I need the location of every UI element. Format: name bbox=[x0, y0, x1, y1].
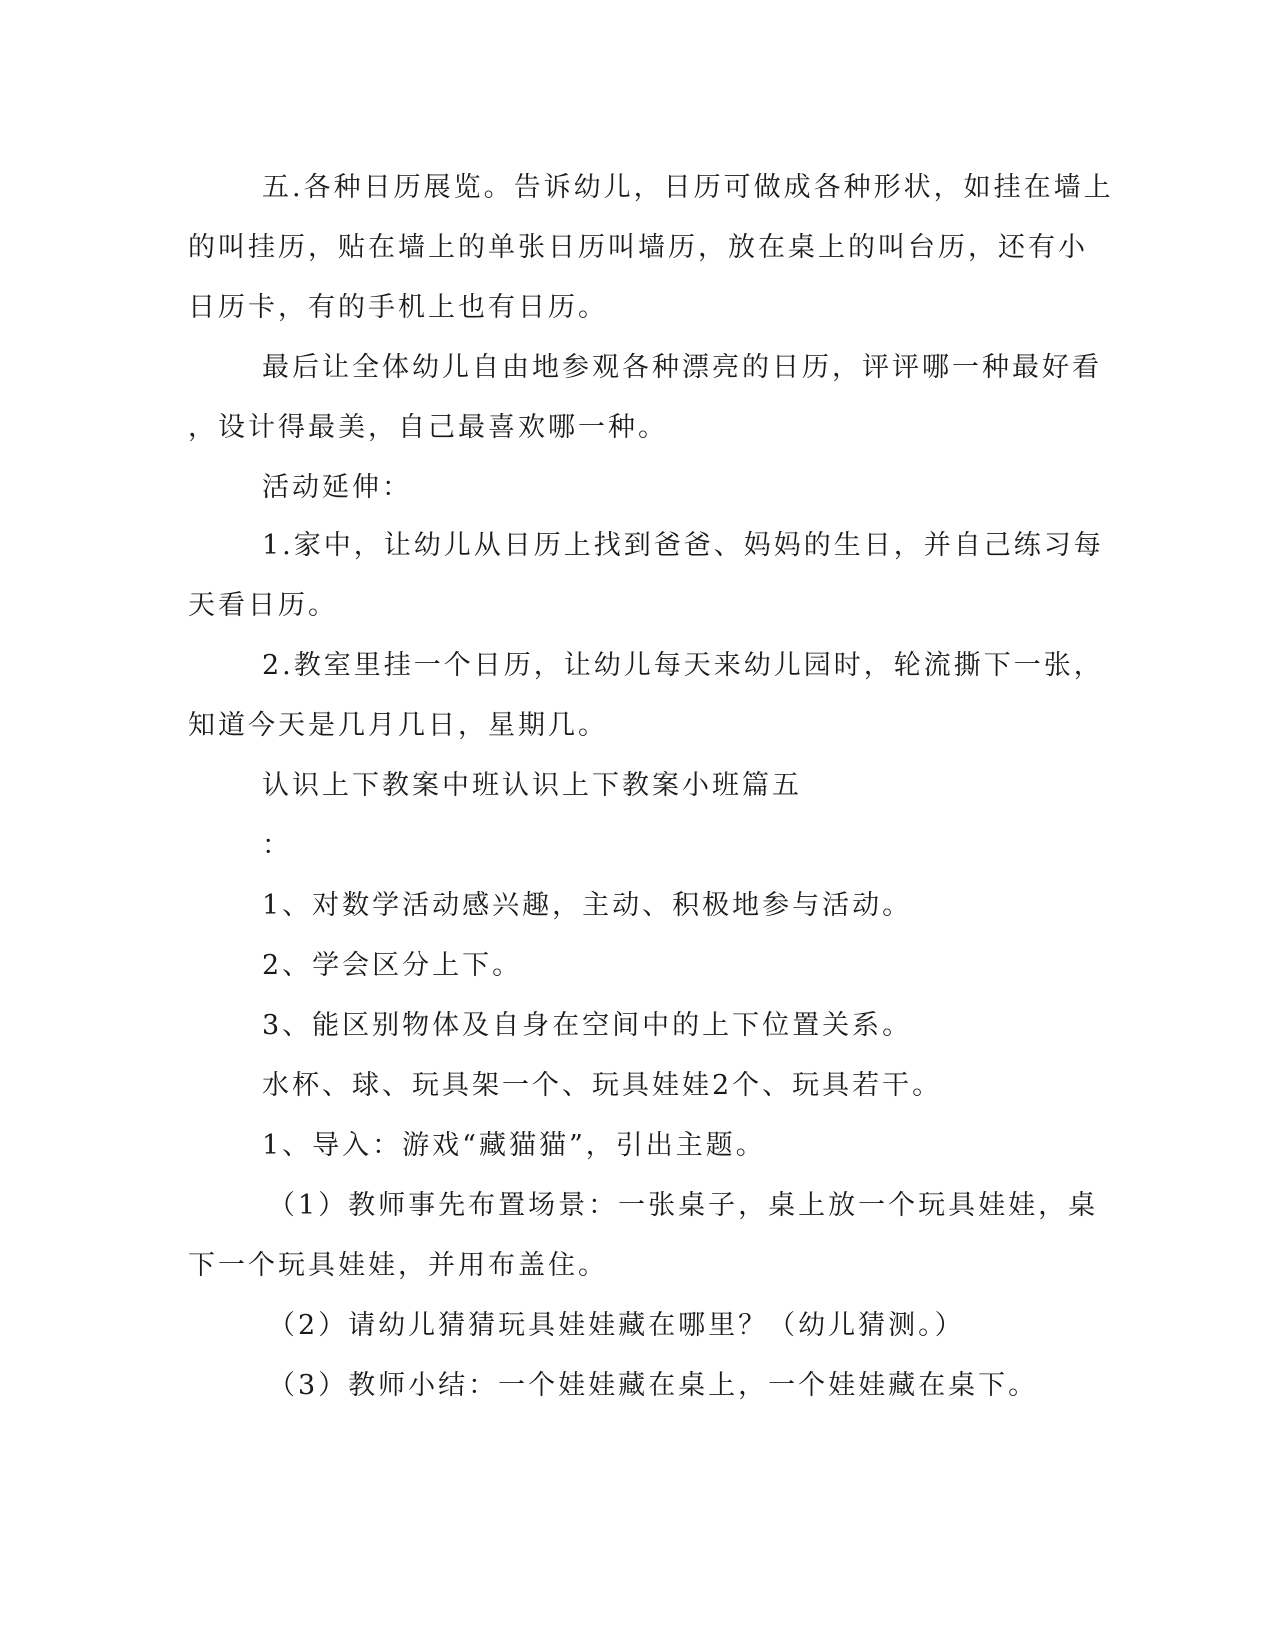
paragraph-line: ： bbox=[262, 830, 292, 861]
paragraph-line: ，设计得最美，自己最喜欢哪一种。 bbox=[188, 412, 668, 443]
list-item: 1、导入：游戏“藏猫猫”，引出主题。 bbox=[262, 1130, 766, 1161]
list-item: （2）请幼儿猜猜玩具娃娃藏在哪里？（幼儿猜测。） bbox=[268, 1310, 965, 1341]
paragraph-line: 天看日历。 bbox=[188, 590, 338, 621]
list-item: 1、对数学活动感兴趣，主动、积极地参与活动。 bbox=[262, 890, 913, 921]
list-item: 3、能区别物体及自身在空间中的上下位置关系。 bbox=[262, 1010, 913, 1041]
paragraph-line: 下一个玩具娃娃，并用布盖住。 bbox=[188, 1250, 608, 1281]
list-item: 2.教室里挂一个日历，让幼儿每天来幼儿园时，轮流撕下一张， bbox=[262, 650, 1104, 681]
list-item: 1.家中，让幼儿从日历上找到爸爸、妈妈的生日，并自己练习每 bbox=[262, 530, 1104, 561]
paragraph-line: 知道今天是几月几日，星期几。 bbox=[188, 710, 608, 741]
list-item: （1）教师事先布置场景：一张桌子，桌上放一个玩具娃娃，桌 bbox=[268, 1190, 1099, 1221]
paragraph-line: 水杯、球、玩具架一个、玩具娃娃2个、玩具若干。 bbox=[262, 1070, 943, 1101]
list-item: 2、学会区分上下。 bbox=[262, 950, 523, 981]
paragraph-line: 最后让全体幼儿自由地参观各种漂亮的日历，评评哪一种最好看 bbox=[262, 352, 1102, 383]
paragraph-line: 日历卡，有的手机上也有日历。 bbox=[188, 292, 608, 323]
paragraph-line: 的叫挂历，贴在墙上的单张日历叫墙历，放在桌上的叫台历，还有小 bbox=[188, 232, 1088, 263]
paragraph-line: 五.各种日历展览。告诉幼儿，日历可做成各种形状，如挂在墙上 bbox=[262, 172, 1114, 203]
list-item: （3）教师小结：一个娃娃藏在桌上，一个娃娃藏在桌下。 bbox=[268, 1370, 1039, 1401]
section-heading: 活动延伸： bbox=[262, 472, 412, 503]
article-title: 认识上下教案中班认识上下教案小班篇五 bbox=[262, 770, 802, 801]
